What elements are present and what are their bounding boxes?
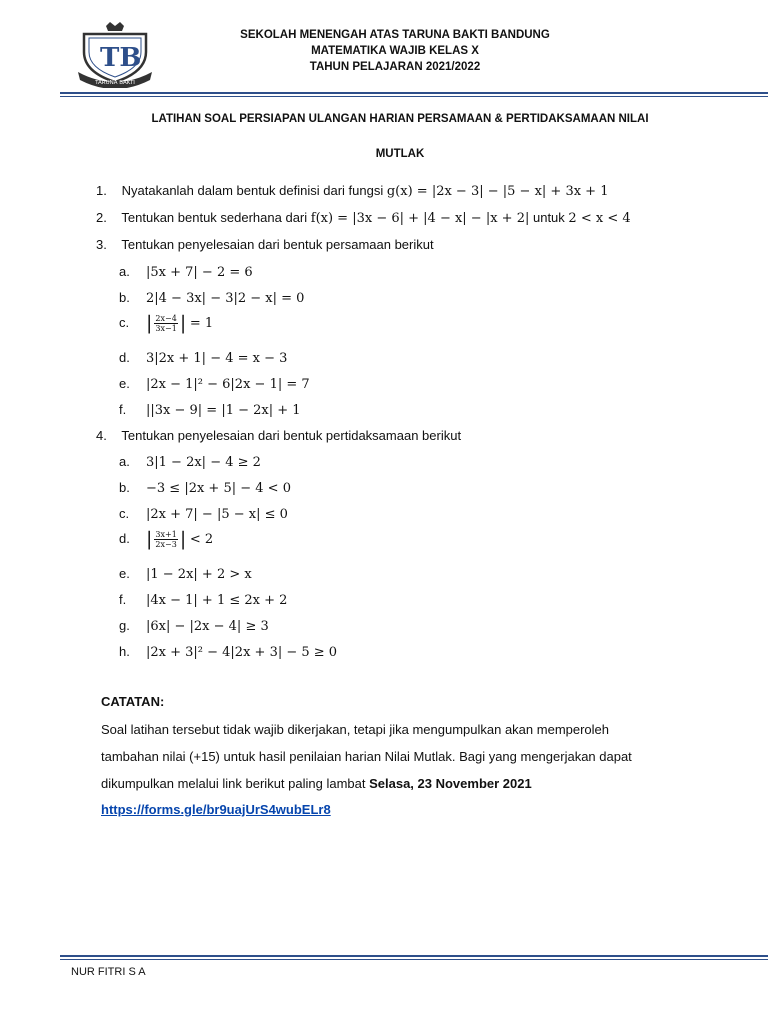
question-text: Nyatakanlah dalam bentuk definisi dari fungsi [121,183,384,198]
item-label: d. [119,530,130,546]
notes-line-2: tambahan nilai (+15) untuk hasil penilaian harian Nilai Mutlak. Bagi yang mengerjakan dapat [101,749,632,764]
q4-item-h [119,644,337,660]
question-number: 2. [96,210,107,225]
q4-item-g [119,618,269,634]
question-text: Tentukan penyelesaian dari bentuk pertidaksamaan berikut [121,428,462,443]
question-text: Tentukan penyelesaian dari bentuk persamaan berikut [121,237,434,252]
item-label: b. [119,290,130,305]
q4-item-a [119,454,261,470]
q3-item-d [119,350,287,366]
question-1 [96,183,608,199]
footer-divider [60,955,768,960]
item-math: |5x + 7| − 2 = 6 [146,265,253,280]
header-divider [60,92,768,97]
title-line-2: MUTLAK [375,148,425,160]
item-label: f. [119,592,127,607]
question-tail-math: 2 < x < 4 [568,211,631,226]
q3-item-a [119,264,253,280]
item-label: b. [119,480,130,495]
school-header [160,27,630,75]
item-math: |2x − 1|² − 6|2x − 1| = 7 [146,377,310,392]
item-math: −3 ≤ |2x + 5| − 4 < 0 [146,481,291,496]
question-4 [96,428,461,443]
question-number: 4. [96,428,107,443]
item-math-rest: < 2 [189,531,214,547]
academic-year: TAHUN PELAJARAN 2021/2022 [309,61,481,73]
q4-item-e [119,566,252,582]
item-label: a. [119,454,130,469]
q4-item-f [119,592,287,608]
submission-form-link[interactable]: https://forms.gle/br9uajUrS4wubELr8 [101,802,331,817]
q3-item-b [119,290,304,306]
item-math: |2x + 7| − |5 − x| ≤ 0 [146,507,288,522]
item-math-rest: = 1 [189,315,214,331]
item-math: |1 − 2x| + 2 > x [146,567,252,582]
item-fraction [154,530,177,549]
question-tail-text: untuk [532,210,565,225]
fraction-denominator: 2x−3 [155,540,177,549]
submission-deadline: Selasa, 23 November 2021 [369,776,532,791]
item-label: c. [119,506,130,521]
item-label: g. [119,618,130,633]
q3-item-c: c. | $\frac{2x-4}{3x-1}$ | = 1 [119,312,214,334]
school-logo [76,22,154,88]
logo-monogram-t: TB [100,43,142,73]
notes-line-3-text: dikumpulkan melalui link berikut paling lambat [101,776,366,791]
item-label: e. [119,376,130,391]
fraction-denominator: 3x−1 [155,324,177,333]
item-label: c. [119,314,130,330]
question-math: g(x) = |2x − 3| − |5 − x| + 3x + 1 [386,184,609,199]
q4-item-c [119,506,288,522]
notes-heading: CATATAN: [101,694,165,709]
document-title [60,102,740,172]
q3-item-f [119,402,301,418]
logo-ribbon-text: TARUNA BAKTI [95,80,135,86]
item-label: e. [119,566,130,581]
item-math: |4x − 1| + 1 ≤ 2x + 2 [146,593,288,608]
notes-line-3 [101,776,532,791]
item-math: 3|2x + 1| − 4 = x − 3 [146,351,288,366]
question-text: Tentukan bentuk sederhana dari [121,210,308,225]
subject-name: MATEMATIKA WAJIB KELAS X [311,45,479,57]
item-math: 2|4 − 3x| − 3|2 − x| = 0 [146,291,305,306]
q4-item-d: d. | $\frac{3x+1}{2x-3}$ | < 2 [119,528,214,550]
question-2 [96,210,631,226]
item-label: a. [119,264,130,279]
fraction-numerator: 2x−4 [155,314,177,323]
item-label: d. [119,350,130,365]
item-label: h. [119,644,130,659]
q3-item-e [119,376,310,392]
title-line-1: LATIHAN SOAL PERSIAPAN ULANGAN HARIAN PERSAMAAN & PERTIDAKSAMAAN NILAI [151,113,649,125]
question-number: 1. [96,183,107,198]
item-label: f. [119,402,127,417]
question-3 [96,237,434,252]
question-math: f(x) = |3x − 6| + |4 − x| − |x + 2| [310,211,530,226]
item-math: |2x + 3|² − 4|2x + 3| − 5 ≥ 0 [146,645,338,660]
notes-line-1: Soal latihan tersebut tidak wajib dikerjakan, tetapi jika mengumpulkan akan memperoleh [101,722,610,737]
item-math: 3|1 − 2x| − 4 ≥ 2 [146,455,261,470]
item-math: ||3x − 9| = |1 − 2x| + 1 [146,403,301,418]
question-number: 3. [96,237,107,252]
item-math: |6x| − |2x − 4| ≥ 3 [146,619,269,634]
q4-item-b [119,480,291,496]
footer-author: NUR FITRI S A [71,966,146,978]
fraction-numerator: 3x+1 [155,530,177,539]
school-name: SEKOLAH MENENGAH ATAS TARUNA BAKTI BANDUNG [240,29,550,41]
item-fraction [154,314,177,333]
